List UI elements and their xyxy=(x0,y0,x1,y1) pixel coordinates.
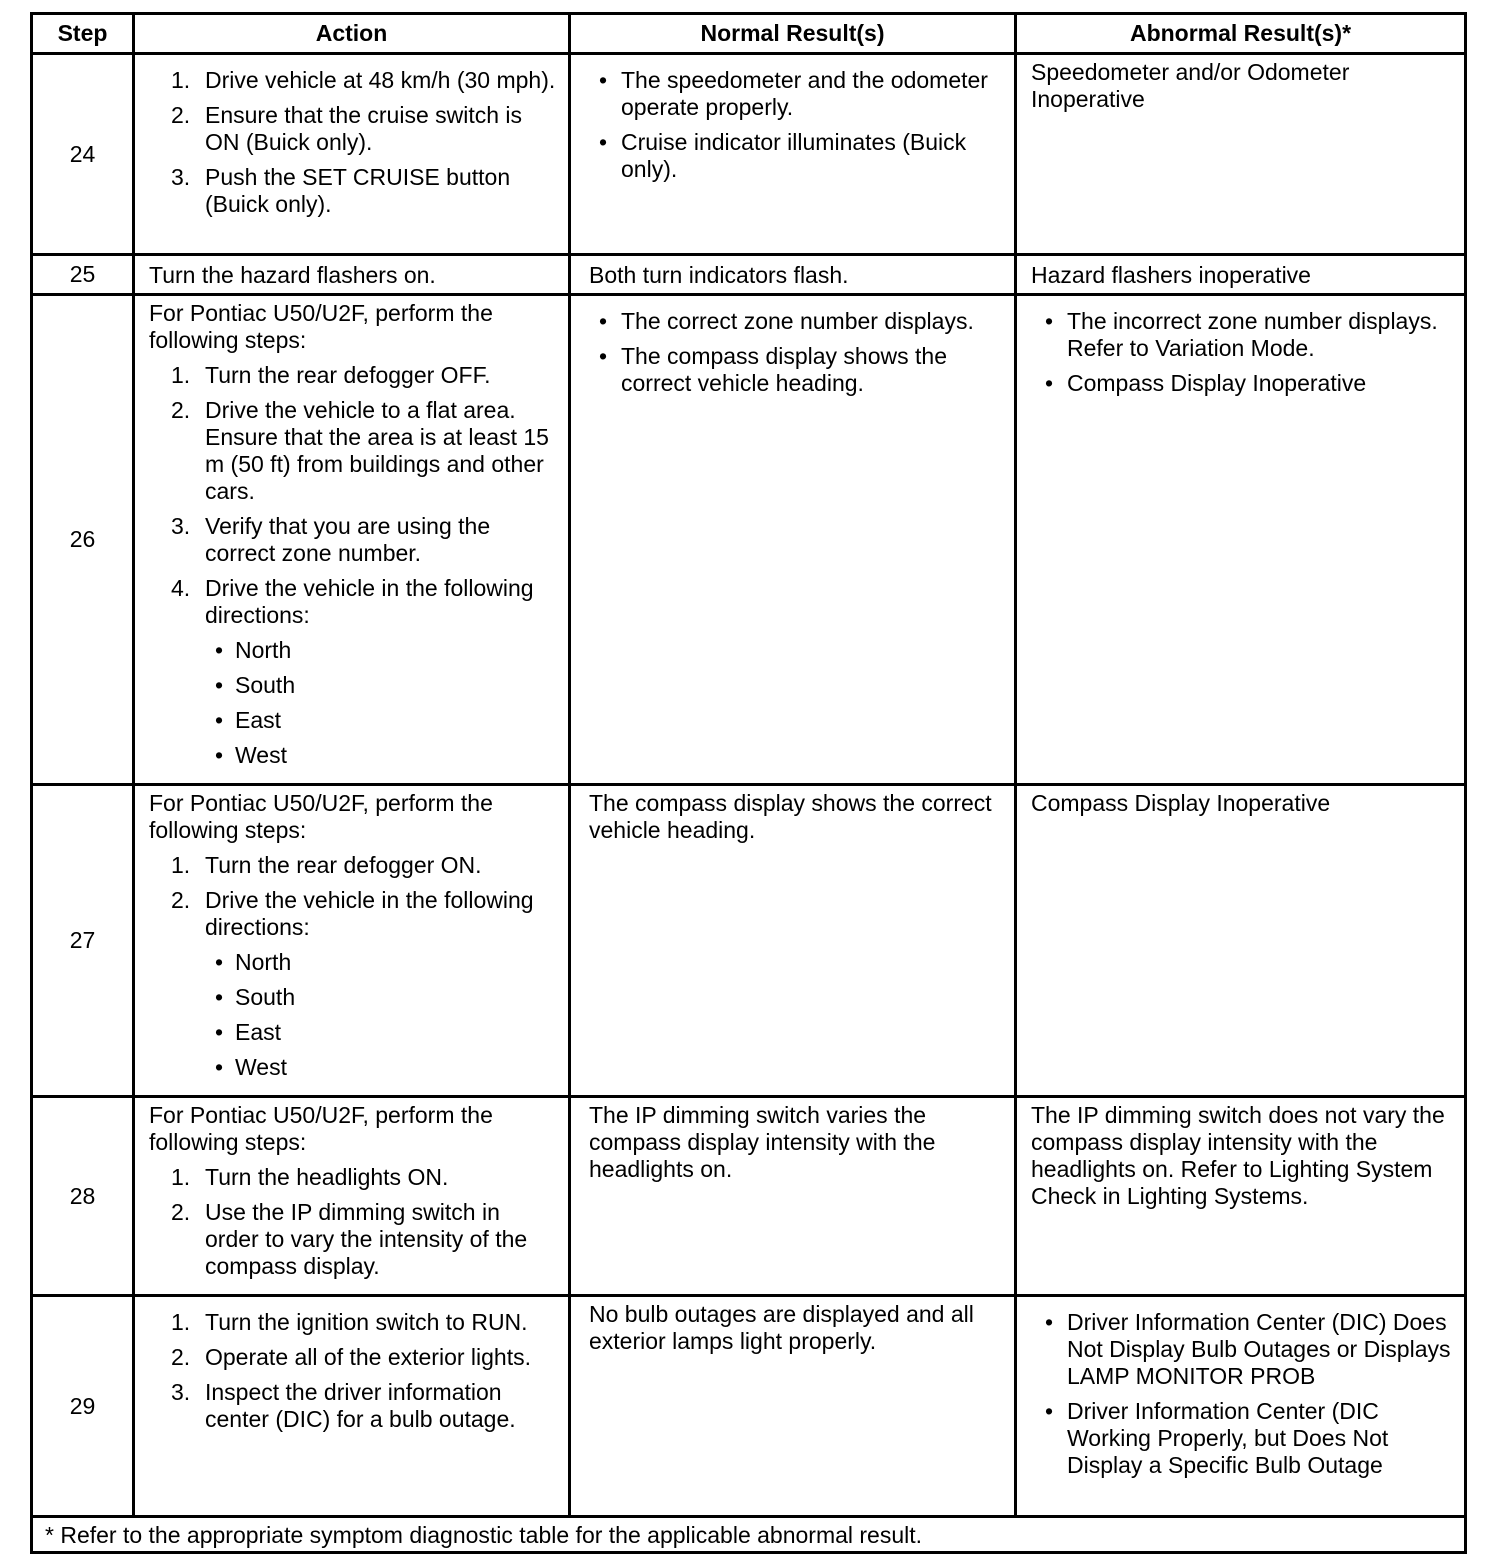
table-row xyxy=(32,54,1466,255)
abnormal-result-item: • Driver Information Center (DIC Working Properly, but Does Not Display a Specific Bulb Outage xyxy=(1031,1398,1452,1479)
direction-item: • West xyxy=(201,742,556,769)
table-row xyxy=(32,785,1466,1097)
action-step: 1. Turn the headlights ON. xyxy=(171,1164,449,1190)
abnormal-result-text: The IP dimming switch does not vary the compass display intensity with the headlights on. Refer to Lighting System Check in Lighting Systems. xyxy=(1031,1102,1445,1209)
normal-result-item: • The compass display shows the correct vehicle heading. xyxy=(585,343,1002,397)
action-text: Turn the hazard flashers on. xyxy=(149,262,436,288)
action-cell xyxy=(134,295,570,785)
abnormal-result-text: Speedometer and/or Odometer Inoperative xyxy=(1031,59,1350,112)
action-step: 2. Drive the vehicle to a flat area. Ensure that the area is at least 15 m (50 ft) from buildings and other cars. xyxy=(171,397,549,504)
direction-item: • West xyxy=(201,1054,556,1081)
normal-result-cell xyxy=(570,255,1016,295)
direction-item: • East xyxy=(201,1019,556,1046)
normal-result-text: No bulb outages are displayed and all exterior lamps light properly. xyxy=(589,1301,974,1354)
header-step: Step xyxy=(32,14,134,54)
step-number: 25 xyxy=(32,255,134,295)
normal-result-cell xyxy=(570,54,1016,255)
normal-result-text: The compass display shows the correct vehicle heading. xyxy=(589,790,992,843)
step-number: 27 xyxy=(32,785,134,1097)
diagnostic-table xyxy=(30,12,1467,1554)
table-row xyxy=(32,255,1466,295)
abnormal-result-text: Hazard flashers inoperative xyxy=(1031,262,1311,288)
abnormal-result-cell xyxy=(1016,1097,1466,1296)
action-step: 2. Use the IP dimming switch in order to vary the intensity of the compass display. xyxy=(171,1199,528,1279)
footnote: * Refer to the appropriate symptom diagnostic table for the applicable abnormal result. xyxy=(32,1517,1466,1553)
action-intro: For Pontiac U50/U2F, perform the following steps: xyxy=(149,300,493,353)
abnormal-result-cell xyxy=(1016,785,1466,1097)
action-cell xyxy=(134,54,570,255)
action-step: 4. Drive the vehicle in the following directions: • North • South • East • West xyxy=(149,575,556,769)
action-step: 1. Turn the rear defogger OFF. xyxy=(171,362,491,388)
abnormal-result-item: • Driver Information Center (DIC) Does Not Display Bulb Outages or Displays LAMP MONITOR PROB xyxy=(1031,1309,1452,1390)
direction-item: • North xyxy=(201,949,556,976)
header-action: Action xyxy=(134,14,570,54)
footnote-row xyxy=(32,1517,1466,1553)
normal-result-text: The IP dimming switch varies the compass display intensity with the headlights on. xyxy=(589,1102,936,1182)
action-intro: For Pontiac U50/U2F, perform the following steps: xyxy=(149,1102,493,1155)
action-step: 2. Operate all of the exterior lights. xyxy=(171,1344,531,1370)
normal-result-item: • Cruise indicator illuminates (Buick only). xyxy=(585,129,1002,183)
table-row xyxy=(32,1296,1466,1517)
table-row xyxy=(32,295,1466,785)
normal-result-item: • The correct zone number displays. xyxy=(585,308,1002,335)
abnormal-result-cell xyxy=(1016,295,1466,785)
step-number: 28 xyxy=(32,1097,134,1296)
abnormal-result-item: • The incorrect zone number displays. Refer to Variation Mode. xyxy=(1031,308,1452,362)
action-cell xyxy=(134,1296,570,1517)
abnormal-result-cell xyxy=(1016,255,1466,295)
abnormal-result-text: Compass Display Inoperative xyxy=(1031,790,1331,816)
action-step: 3. Inspect the driver information center (DIC) for a bulb outage. xyxy=(171,1379,516,1432)
normal-result-cell xyxy=(570,1097,1016,1296)
header-normal-results: Normal Result(s) xyxy=(570,14,1016,54)
direction-item: • North xyxy=(201,637,556,664)
step-number: 24 xyxy=(32,54,134,255)
direction-item: • East xyxy=(201,707,556,734)
action-step: 3. Verify that you are using the correct zone number. xyxy=(171,513,491,566)
action-cell xyxy=(134,1097,570,1296)
step-number: 26 xyxy=(32,295,134,785)
abnormal-result-cell xyxy=(1016,1296,1466,1517)
normal-result-cell xyxy=(570,295,1016,785)
abnormal-result-cell xyxy=(1016,54,1466,255)
table-row xyxy=(32,1097,1466,1296)
action-step: 1. Drive vehicle at 48 km/h (30 mph). xyxy=(171,67,556,93)
action-step: 1. Turn the rear defogger ON. xyxy=(171,852,482,878)
direction-item: • South xyxy=(201,984,556,1011)
action-cell xyxy=(134,785,570,1097)
direction-item: • South xyxy=(201,672,556,699)
abnormal-result-item: • Compass Display Inoperative xyxy=(1031,370,1452,397)
action-step: 2. Ensure that the cruise switch is ON (Buick only). xyxy=(171,102,523,155)
header-abnormal-results: Abnormal Result(s)* xyxy=(1016,14,1466,54)
normal-result-cell xyxy=(570,1296,1016,1517)
action-step: 2. Drive the vehicle in the following directions: • North • South • East • West xyxy=(149,887,556,1081)
action-step: 3. Push the SET CRUISE button (Buick only). xyxy=(171,164,511,217)
normal-result-cell xyxy=(570,785,1016,1097)
action-cell xyxy=(134,255,570,295)
header-row xyxy=(32,14,1466,54)
step-number: 29 xyxy=(32,1296,134,1517)
action-intro: For Pontiac U50/U2F, perform the following steps: xyxy=(149,790,493,843)
normal-result-item: • The speedometer and the odometer operate properly. xyxy=(585,67,1002,121)
normal-result-text: Both turn indicators flash. xyxy=(589,262,849,288)
action-step: 1. Turn the ignition switch to RUN. xyxy=(171,1309,528,1335)
